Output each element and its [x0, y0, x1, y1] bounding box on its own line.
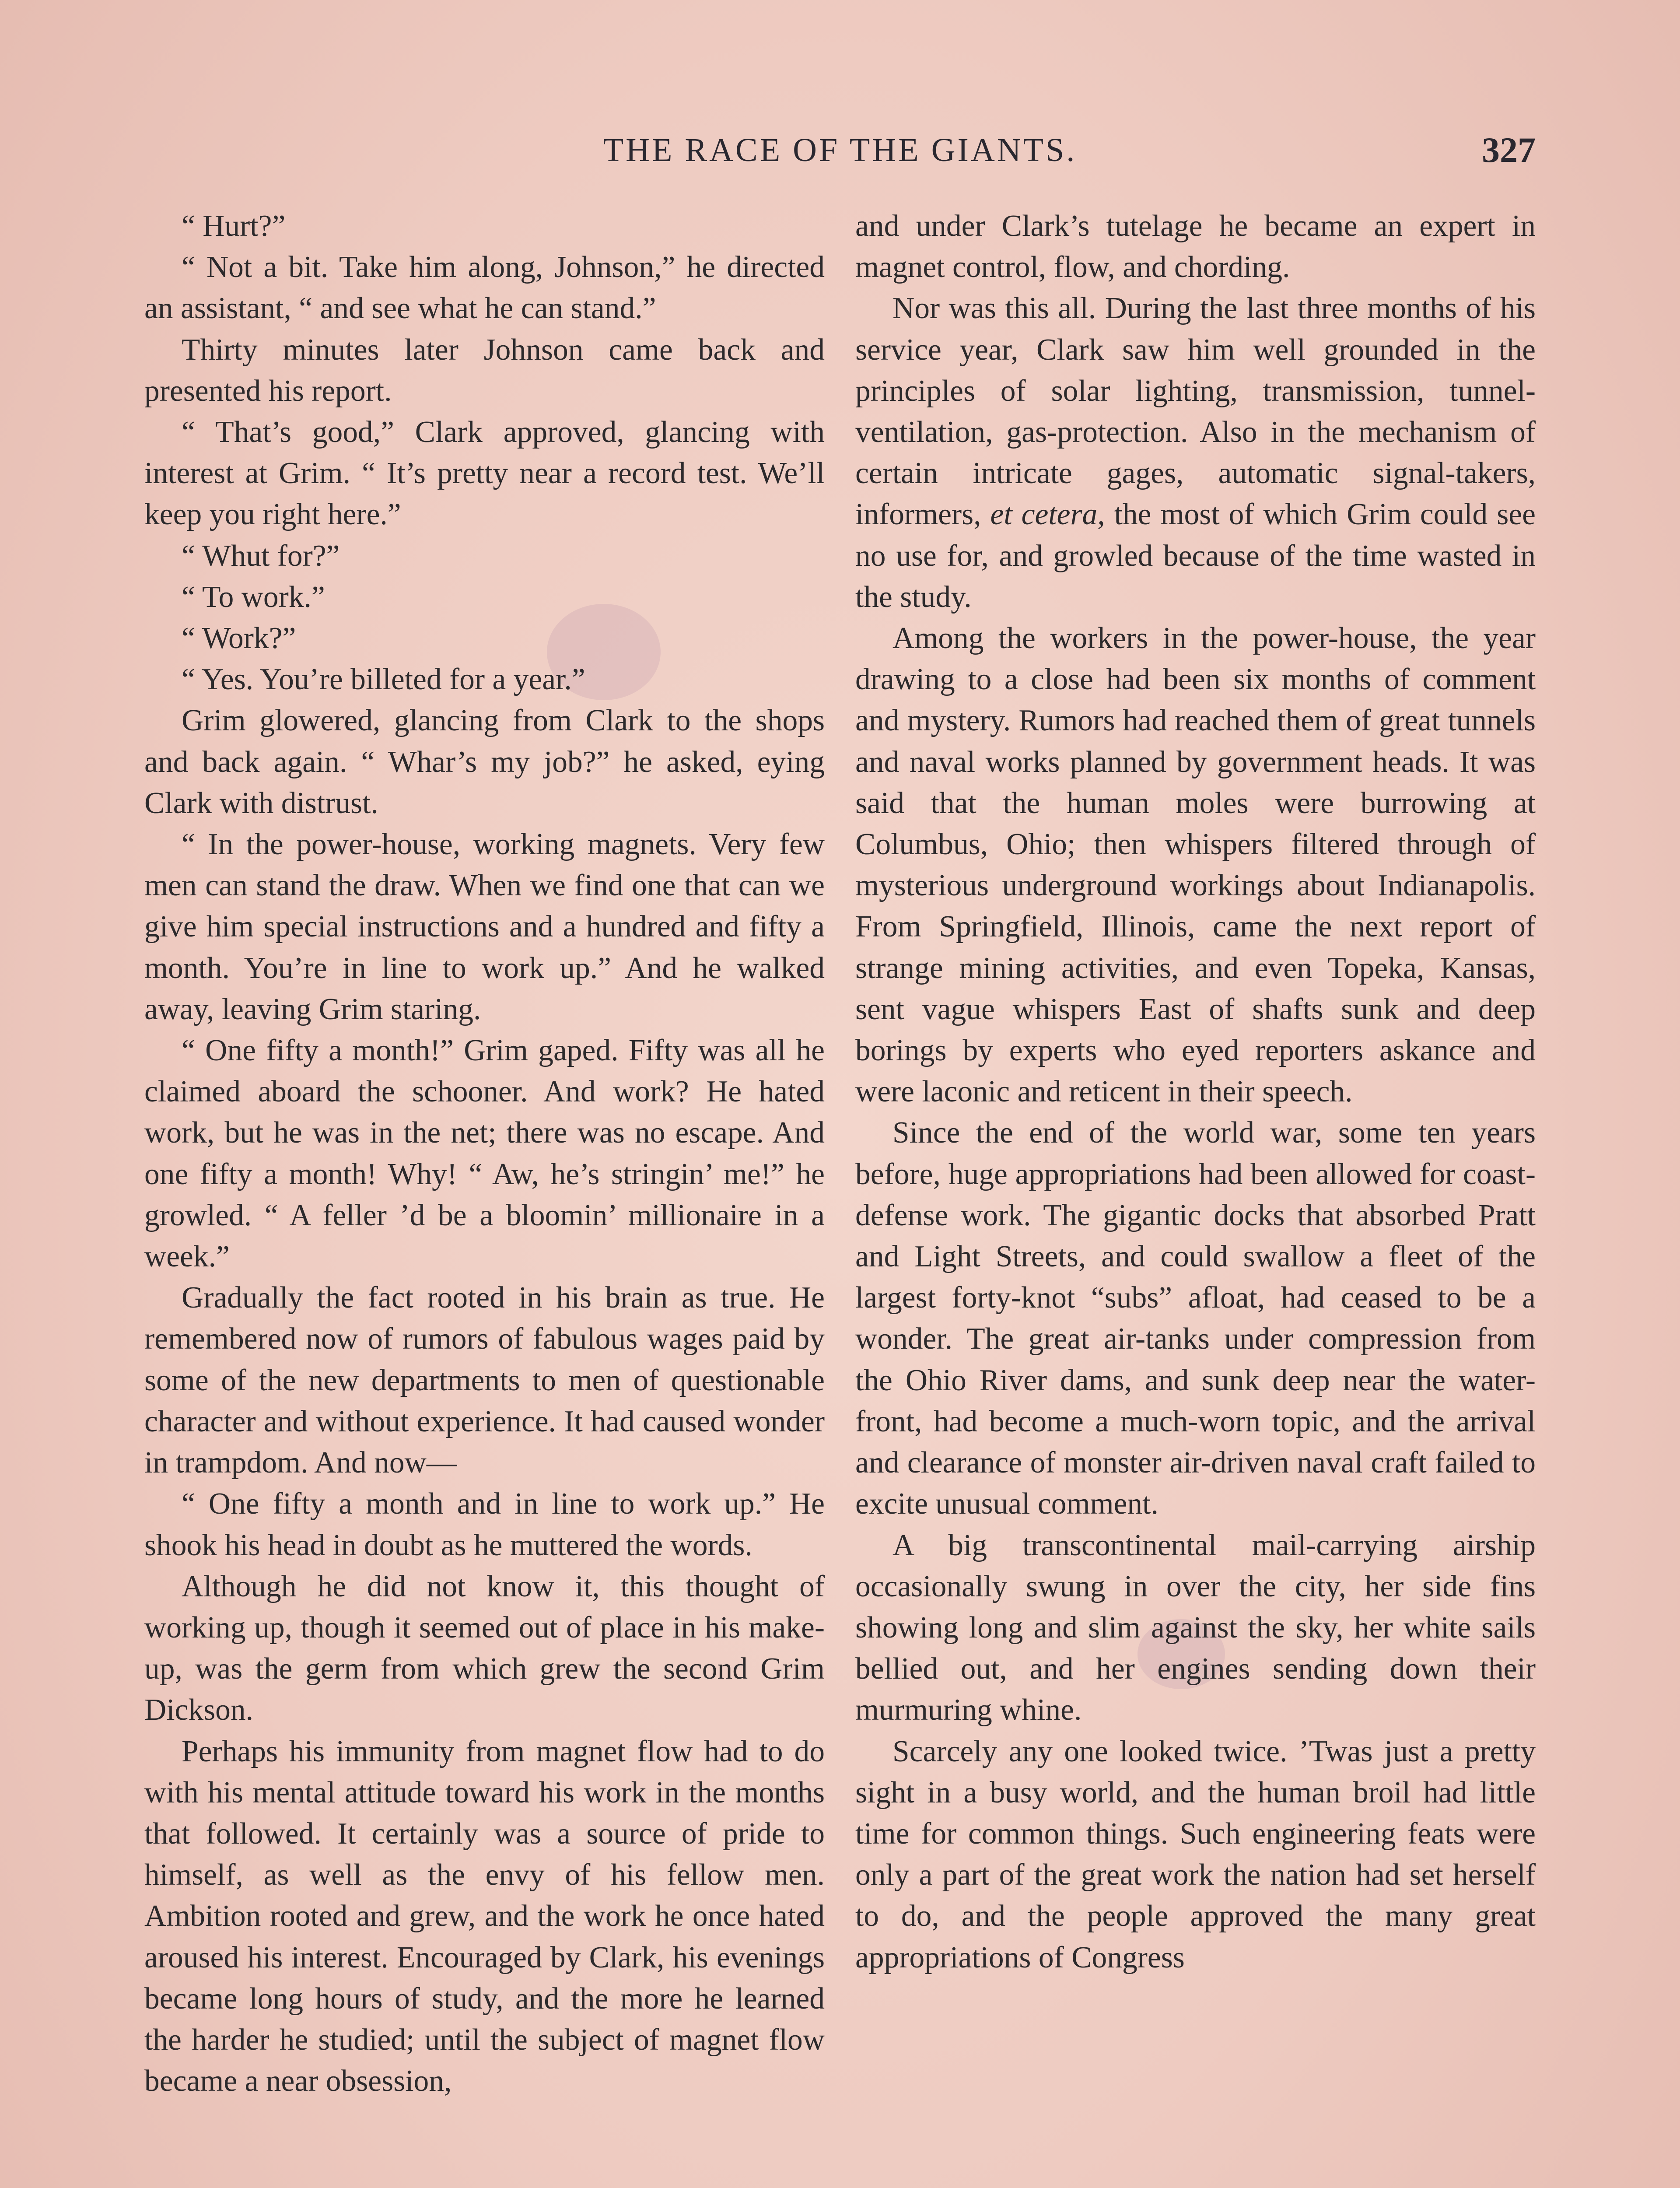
paragraph: “ One fifty a month!” Grim gaped. Fifty was all he claimed aboard the schooner. And work? He hated work, but he was in the net; there was no escape. And one fifty a month! Why! “ Aw, he’s stringin’ me!” he growled. “ A feller ’d be a bloomin’ millionaire in a week.”	[144, 1034, 825, 1274]
paragraph: “ Whut for?”	[182, 539, 340, 573]
paragraph-text: the most of which Grim could see no use for, and growled because of the time wasted in the study.	[855, 498, 1536, 614]
right-column	[855, 206, 1536, 2188]
paragraph: “ In the power-house, working magnets. Very few men can stand the draw. When we find one that can we give him special instructions and a hundred and fifty a month. You’re in line to work up.” And he walked away, leaving Grim staring.	[144, 828, 825, 1026]
paragraph: Scarcely any one looked twice. ’Twas just a pretty sight in a busy world, and the human broil had little time for common things. Such engineering feats were only a part of the great work the nation had set herself to do, and the people approved the many great appropriations of Congress	[855, 1734, 1536, 1974]
paragraph: “ Yes. You’re billeted for a year.”	[182, 663, 585, 697]
paragraph: Although he did not know it, this thought of working up, though it seemed out of place in his make-up, was the germ from which grew the second Grim Dickson.	[144, 1569, 825, 1727]
paragraph: Thirty minutes later Johnson came back and presented his report.	[144, 333, 825, 408]
paragraph: A big transcontinental mail-carrying airship occasionally swung in over the city, her side fins showing long and slim against the sky, her white sails bellied out, and her engines sending down their murmuring whine.	[855, 1528, 1536, 1727]
paragraph-text: Nor was this all. During the last three months of his service year, Clark saw him well grounded in the principles of solar lighting, transmission, tunnel-ventilation, gas-protection. Also in the mechanism of certain intricate gages, automatic signal-takers, informers,	[855, 291, 1536, 532]
paragraph: “ Not a bit. Take him along, Johnson,” he directed an assistant, “ and see what he can stand.”	[144, 250, 825, 326]
page-number: 327	[1482, 130, 1536, 170]
paragraph	[855, 288, 1536, 618]
running-title: THE RACE OF THE GIANTS.	[603, 132, 1077, 168]
paragraph: Perhaps his immunity from magnet flow had to do with his mental attitude toward his work in the months that followed. It certainly was a source of pride to himself, as well as the envy of his fellow men. Ambition rooted and grew, and the work he once hated aroused his interest. Encouraged by Clark, his evenings became long hours of study, and the more he learned the harder he studied; until the subject of magnet flow became a near obsession,	[144, 1734, 825, 2098]
paragraph: Gradually the fact rooted in his brain as true. He remembered now of rumors of fabulous wages paid by some of the new departments to men of questionable character and without experience. It had caused wonder in trampdom. And now—	[144, 1281, 825, 1480]
paragraph: “ To work.”	[182, 580, 325, 614]
paragraph: “ Work?”	[182, 621, 296, 656]
paragraph: Among the workers in the power-house, the year drawing to a close had been six months of comment and mystery. Rumors had reached them of great tunnels and naval works planned by government heads. It was said that the human moles were burrowing at Columbus, Ohio; then whispers filtered through of mysterious underground workings about Indianapolis. From Springfield, Illinois, came the next report of strange mining activities, and even Topeka, Kansas, sent vague whispers East of shafts sunk and deep borings by experts who eyed reporters askance and were laconic and reticent in their speech.	[855, 621, 1536, 1109]
left-column	[144, 206, 825, 2188]
page-header	[144, 131, 1536, 179]
text-columns	[144, 206, 1536, 2188]
continued-paragraph: and under Clark’s tutelage he became an expert in magnet control, flow, and chording.	[855, 209, 1536, 284]
paragraph: Since the end of the world war, some ten years before, huge appropriations had been allowed for coast-defense work. The gigantic docks that absorbed Pratt and Light Streets, and could swallow a fleet of the largest forty-knot “subs” afloat, had ceased to be a wonder. The great air-tanks under compression from the Ohio River dams, and sunk deep near the water-front, had become a much-worn topic, and the arrival and clearance of monster air-driven naval craft failed to excite unusual comment.	[855, 1116, 1536, 1521]
paragraph: “ One fifty a month and in line to work up.” He shook his head in doubt as he muttered the words.	[144, 1487, 825, 1562]
paragraph: “ Hurt?”	[182, 209, 286, 243]
italic-phrase: et cetera,	[990, 498, 1105, 532]
paragraph: “ That’s good,” Clark approved, glancing with interest at Grim. “ It’s pretty near a record test. We’ll keep you right here.”	[144, 415, 825, 532]
paragraph: Grim glowered, glancing from Clark to the shops and back again. “ Whar’s my job?” he asked, eying Clark with distrust.	[144, 704, 825, 820]
